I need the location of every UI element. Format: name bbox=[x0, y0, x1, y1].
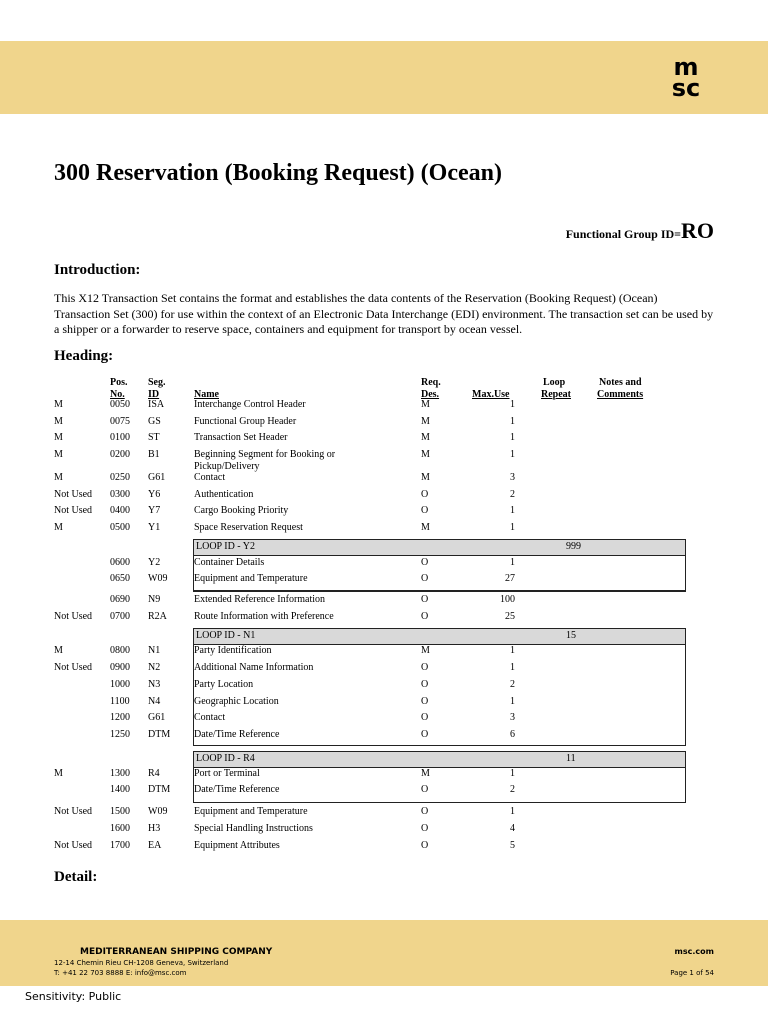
detail-section-label: Detail: bbox=[54, 869, 98, 885]
row-seg-id: B1 bbox=[148, 449, 160, 460]
row-req-des: O bbox=[421, 729, 429, 740]
row-name: Contact bbox=[194, 712, 226, 723]
row-pos-no: 0200 bbox=[110, 449, 130, 460]
row-req-des: O bbox=[421, 505, 429, 516]
loop-label: LOOP ID - N1 bbox=[196, 630, 256, 641]
row-req-des: O bbox=[421, 662, 429, 673]
row-pos-no: 0600 bbox=[110, 557, 130, 568]
row-req-des: M bbox=[421, 399, 430, 410]
row-name: Date/Time Reference bbox=[194, 729, 280, 740]
row-seg-id: Y6 bbox=[148, 489, 161, 500]
loop-label: LOOP ID - R4 bbox=[196, 753, 255, 764]
row-usage: M bbox=[54, 416, 63, 427]
row-pos-no: 0050 bbox=[110, 399, 130, 410]
sensitivity-label: Sensitivity: Public bbox=[25, 990, 122, 1003]
row-req-des: O bbox=[421, 557, 429, 568]
row-req-des: O bbox=[421, 806, 429, 817]
row-usage: Not Used bbox=[54, 840, 93, 851]
col-name: Name bbox=[194, 389, 219, 400]
introduction-text: This X12 Transaction Set contains the format and establishes the data contents of the Reservation (Booking Request) (Ocean) Transaction Set (300) for use within the context of an Electronic Data Interchange (EDI) environment. The transaction set can be used by a shipper or a forwarder to reserve space, containers and equipment for transport by ocean vessel. bbox=[54, 291, 714, 336]
row-seg-id: W09 bbox=[148, 573, 168, 584]
row-name: Geographic Location bbox=[194, 696, 279, 707]
row-max-use: 1 bbox=[510, 662, 515, 673]
col-loop-line1: Loop bbox=[543, 377, 566, 388]
row-usage: M bbox=[54, 472, 63, 483]
row-req-des: M bbox=[421, 416, 430, 427]
row-usage: M bbox=[54, 768, 63, 779]
row-usage: M bbox=[54, 645, 63, 656]
row-max-use: 27 bbox=[505, 573, 515, 584]
row-pos-no: 0100 bbox=[110, 432, 130, 443]
row-seg-id: Y2 bbox=[148, 557, 161, 568]
col-seg-line1: Seg. bbox=[148, 377, 166, 388]
row-max-use: 3 bbox=[510, 712, 515, 723]
row-name: Route Information with Preference bbox=[194, 611, 334, 622]
row-req-des: O bbox=[421, 696, 429, 707]
row-name: Party Identification bbox=[194, 645, 272, 656]
col-seg-line2: ID bbox=[148, 389, 160, 400]
row-pos-no: 0075 bbox=[110, 416, 130, 427]
row-pos-no: 0700 bbox=[110, 611, 130, 622]
row-name: Space Reservation Request bbox=[194, 522, 303, 533]
row-max-use: 1 bbox=[510, 399, 515, 410]
row-seg-id: N1 bbox=[148, 645, 161, 656]
row-max-use: 1 bbox=[510, 768, 515, 779]
footer-band bbox=[0, 920, 768, 986]
row-pos-no: 1600 bbox=[110, 823, 130, 834]
loop-repeat: 11 bbox=[566, 753, 576, 764]
row-usage: M bbox=[54, 449, 63, 460]
row-req-des: O bbox=[421, 573, 429, 584]
row-req-des: O bbox=[421, 784, 429, 795]
col-pos-line2: No. bbox=[110, 389, 125, 400]
row-max-use: 6 bbox=[510, 729, 515, 740]
row-pos-no: 0300 bbox=[110, 489, 130, 500]
row-req-des: O bbox=[421, 489, 429, 500]
row-max-use: 1 bbox=[510, 449, 515, 460]
heading-section-label: Heading: bbox=[54, 348, 114, 364]
row-seg-id: W09 bbox=[148, 806, 168, 817]
row-req-des: M bbox=[421, 472, 430, 483]
row-max-use: 25 bbox=[505, 611, 515, 622]
page-title: 300 Reservation (Booking Request) (Ocean) bbox=[54, 160, 502, 186]
row-req-des: M bbox=[421, 432, 430, 443]
row-seg-id: N4 bbox=[148, 696, 161, 707]
row-req-des: O bbox=[421, 840, 429, 851]
row-seg-id: G61 bbox=[148, 712, 166, 723]
row-name: Equipment and Temperature bbox=[194, 573, 308, 584]
row-seg-id: R2A bbox=[148, 611, 167, 622]
loop-header-y2 bbox=[193, 539, 686, 556]
footer-page-number: Page 1 of 54 bbox=[670, 969, 714, 977]
row-seg-id: GS bbox=[148, 416, 161, 427]
row-name: Extended Reference Information bbox=[194, 594, 326, 605]
row-usage: Not Used bbox=[54, 505, 93, 516]
col-notes-line1: Notes and bbox=[599, 377, 642, 388]
row-pos-no: 1400 bbox=[110, 784, 130, 795]
row-name: Equipment and Temperature bbox=[194, 806, 308, 817]
row-max-use: 1 bbox=[510, 806, 515, 817]
row-max-use: 1 bbox=[510, 557, 515, 568]
row-req-des: M bbox=[421, 522, 430, 533]
row-pos-no: 0250 bbox=[110, 472, 130, 483]
footer-address: 12-14 Chemin Rieu CH-1208 Geneva, Switzerland bbox=[54, 959, 229, 967]
row-req-des: O bbox=[421, 823, 429, 834]
row-pos-no: 1500 bbox=[110, 806, 130, 817]
row-seg-id: DTM bbox=[148, 784, 171, 795]
row-usage: Not Used bbox=[54, 489, 93, 500]
row-name: Party Location bbox=[194, 679, 254, 690]
row-max-use: 5 bbox=[510, 840, 515, 851]
row-seg-id: N2 bbox=[148, 662, 161, 673]
row-max-use: 3 bbox=[510, 472, 515, 483]
functional-group-label: Functional Group ID= bbox=[565, 227, 681, 241]
header-band bbox=[0, 41, 768, 114]
loop-label: LOOP ID - Y2 bbox=[196, 541, 255, 552]
row-req-des: O bbox=[421, 679, 429, 690]
row-max-use: 100 bbox=[500, 594, 515, 605]
footer-contact: T: +41 22 703 8888 E: info@msc.com bbox=[54, 969, 187, 977]
loop-repeat: 999 bbox=[566, 541, 581, 552]
row-name: Authentication bbox=[194, 489, 254, 500]
row-seg-id: H3 bbox=[148, 823, 161, 834]
row-max-use: 1 bbox=[510, 505, 515, 516]
row-usage: Not Used bbox=[54, 662, 93, 673]
row-seg-id: N9 bbox=[148, 594, 161, 605]
col-req-line2: Des. bbox=[421, 389, 440, 400]
row-name: Cargo Booking Priority bbox=[194, 505, 289, 516]
row-name: Interchange Control Header bbox=[194, 399, 306, 410]
row-usage: M bbox=[54, 399, 63, 410]
msc-logo bbox=[662, 55, 710, 99]
row-req-des: M bbox=[421, 645, 430, 656]
row-max-use: 2 bbox=[510, 784, 515, 795]
row-pos-no: 0500 bbox=[110, 522, 130, 533]
col-maxuse: Max.Use bbox=[472, 389, 510, 400]
loop-repeat: 15 bbox=[566, 630, 576, 641]
introduction-heading: Introduction: bbox=[54, 262, 141, 278]
col-loop-line2: Repeat bbox=[541, 389, 571, 400]
row-pos-no: 1250 bbox=[110, 729, 130, 740]
row-name: Transaction Set Header bbox=[194, 432, 288, 443]
row-seg-id: N3 bbox=[148, 679, 161, 690]
row-name: Beginning Segment for Booking or Pickup/Delivery bbox=[194, 449, 336, 472]
row-seg-id: Y7 bbox=[148, 505, 161, 516]
row-name: Port or Terminal bbox=[194, 768, 260, 779]
row-pos-no: 1200 bbox=[110, 712, 130, 723]
row-name: Container Details bbox=[194, 557, 265, 568]
row-seg-id: ST bbox=[148, 432, 160, 443]
row-seg-id: DTM bbox=[148, 729, 171, 740]
row-pos-no: 1000 bbox=[110, 679, 130, 690]
row-max-use: 1 bbox=[510, 645, 515, 656]
row-name: Equipment Attributes bbox=[194, 840, 280, 851]
row-max-use: 1 bbox=[510, 432, 515, 443]
row-name: Contact bbox=[194, 472, 226, 483]
row-pos-no: 1300 bbox=[110, 768, 130, 779]
row-pos-no: 0800 bbox=[110, 645, 130, 656]
row-seg-id: Y1 bbox=[148, 522, 161, 533]
row-seg-id: EA bbox=[148, 840, 162, 851]
row-seg-id: ISA bbox=[148, 399, 165, 410]
row-seg-id: R4 bbox=[148, 768, 160, 779]
row-req-des: O bbox=[421, 594, 429, 605]
row-name: Special Handling Instructions bbox=[194, 823, 313, 834]
functional-group-value: RO bbox=[681, 218, 714, 243]
row-pos-no: 1100 bbox=[110, 696, 130, 707]
functional-group-id bbox=[566, 218, 714, 244]
col-pos-line1: Pos. bbox=[110, 377, 128, 388]
loop-header-n1 bbox=[193, 628, 686, 645]
row-req-des: O bbox=[421, 712, 429, 723]
row-usage: M bbox=[54, 432, 63, 443]
row-pos-no: 0400 bbox=[110, 505, 130, 516]
footer-website: msc.com bbox=[674, 947, 714, 956]
row-pos-no: 1700 bbox=[110, 840, 130, 851]
loop-header-r4 bbox=[193, 751, 686, 768]
row-pos-no: 0900 bbox=[110, 662, 130, 673]
row-max-use: 1 bbox=[510, 522, 515, 533]
row-name: Additional Name Information bbox=[194, 662, 314, 673]
row-max-use: 1 bbox=[510, 696, 515, 707]
col-req-line1: Req. bbox=[421, 377, 441, 388]
logo-text-top: m bbox=[673, 55, 699, 81]
row-usage: Not Used bbox=[54, 806, 93, 817]
footer-company: MEDITERRANEAN SHIPPING COMPANY bbox=[80, 947, 273, 957]
row-name: Date/Time Reference bbox=[194, 784, 280, 795]
col-notes-line2: Comments bbox=[597, 389, 644, 400]
row-max-use: 1 bbox=[510, 416, 515, 427]
row-max-use: 4 bbox=[510, 823, 515, 834]
row-name: Functional Group Header bbox=[194, 416, 297, 427]
row-pos-no: 0650 bbox=[110, 573, 130, 584]
row-req-des: M bbox=[421, 449, 430, 460]
row-max-use: 2 bbox=[510, 489, 515, 500]
row-max-use: 2 bbox=[510, 679, 515, 690]
row-pos-no: 0690 bbox=[110, 594, 130, 605]
row-req-des: O bbox=[421, 611, 429, 622]
loop-separator bbox=[193, 591, 686, 592]
row-usage: M bbox=[54, 522, 63, 533]
row-req-des: M bbox=[421, 768, 430, 779]
logo-text-bottom: sc bbox=[671, 74, 701, 99]
row-seg-id: G61 bbox=[148, 472, 166, 483]
row-usage: Not Used bbox=[54, 611, 93, 622]
